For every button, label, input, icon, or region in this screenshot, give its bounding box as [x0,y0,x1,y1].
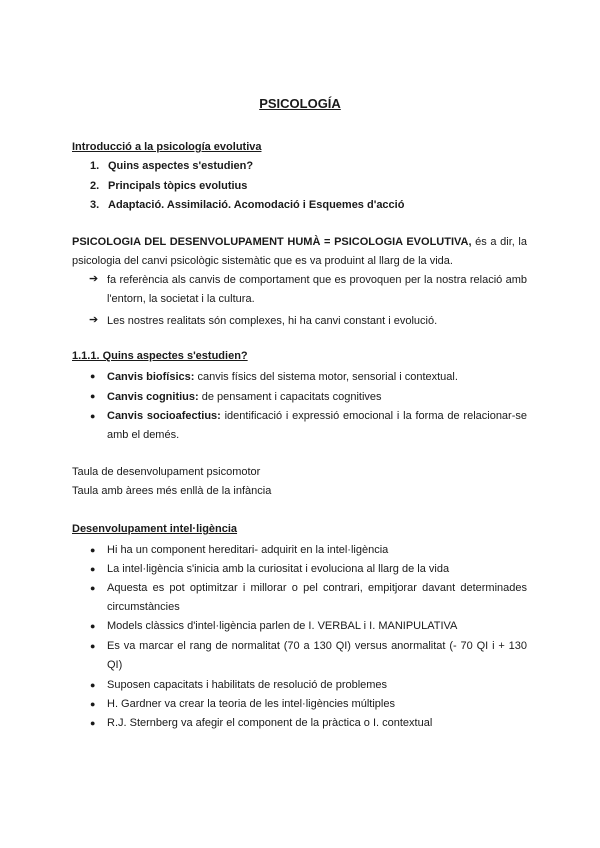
bullet-icon: ● [90,699,96,709]
right-arrow-icon: ➔ [89,273,99,285]
intro-heading: Introducció a la psicología evolutiva [72,141,262,153]
ol-item: Principals tòpics evolutius [108,180,248,192]
intelligence-item: Models clàssics d'intel·ligència parlen de I. VERBAL i I. MANIPULATIVA [107,620,458,632]
aspect-label: Canvis cognitius: [107,391,199,403]
intelligence-item: Aquesta es pot optimitzar i millorar o pel contrari, empitjorar davant determinades circumstàncies [107,582,527,613]
intelligence-item: H. Gardner va crear la teoria de les intel·ligències múltiples [107,698,395,710]
ol-item: Adaptació. Assimilació. Acomodació i Esquemes d'acció [108,199,405,211]
aspect-text: canvis físics del sistema motor, sensorial i contextual. [194,371,458,383]
aspect-text: identificació i expressió emocional i la forma de relacionar-se amb el demés. [107,410,527,441]
bullet-icon: ● [90,371,96,381]
arrow-item: Les nostres realitats són complexes, hi ha canvi constant i evolució. [107,315,438,327]
bullet-icon: ● [90,545,96,555]
right-arrow-icon: ➔ [89,314,99,326]
ol-number: 1. [90,160,100,172]
aspect-label: Canvis biofísics: [107,371,195,383]
aspect-item [107,407,527,445]
ol-number: 2. [90,180,100,192]
intelligence-heading: Desenvolupament intel·ligència [72,523,238,535]
page-title: PSICOLOGÍA [259,96,341,111]
definition-lead: PSICOLOGIA DEL DESENVOLUPAMENT HUMÀ = PSICOLOGIA EVOLUTIVA, [72,236,472,248]
intelligence-item: La intel·ligència s'inicia amb la curiositat i evoluciona al llarg de la vida [107,563,450,575]
definition-rest: és a dir, la psicologia del canvi psicològic sistemàtic que es va produint al llarg de la vida. [72,236,527,267]
ol-number: 3. [90,199,100,211]
bullet-icon: ● [90,564,96,574]
bullet-icon: ● [90,718,96,728]
table-reference: Taula de desenvolupament psicomotor [72,466,261,478]
intelligence-item: Suposen capacitats i habilitats de resolució de problemes [107,679,388,691]
bullet-icon: ● [90,583,96,593]
bullet-icon: ● [90,411,96,421]
aspect-text: de pensament i capacitats cognitives [198,391,382,403]
aspect-item [107,368,527,387]
bullet-icon: ● [90,621,96,631]
intelligence-item: Es va marcar el rang de normalitat (70 a 130 QI) versus anormalitat (- 70 QI i + 130 QI) [107,640,527,671]
bullet-icon: ● [90,641,96,651]
table-reference: Taula amb àrees més enllà de la infància [72,485,272,497]
aspects-heading: 1.1.1. Quins aspectes s'estudien? [72,350,248,362]
intelligence-item: Hi ha un component hereditari- adquirit en la intel·ligència [107,544,389,556]
definition-paragraph [72,233,527,271]
aspect-label: Canvis socioafectius: [107,410,221,422]
bullet-icon: ● [90,391,96,401]
arrow-item: fa referència als canvis de comportament que es provoquen per la nostra relació amb l'entorn, la societat i la cultura. [107,274,527,305]
intelligence-item: R.J. Sternberg va afegir el component de la pràctica o I. contextual [107,717,433,729]
ol-item: Quins aspectes s'estudien? [108,160,254,172]
aspect-item [107,388,527,407]
bullet-icon: ● [90,680,96,690]
